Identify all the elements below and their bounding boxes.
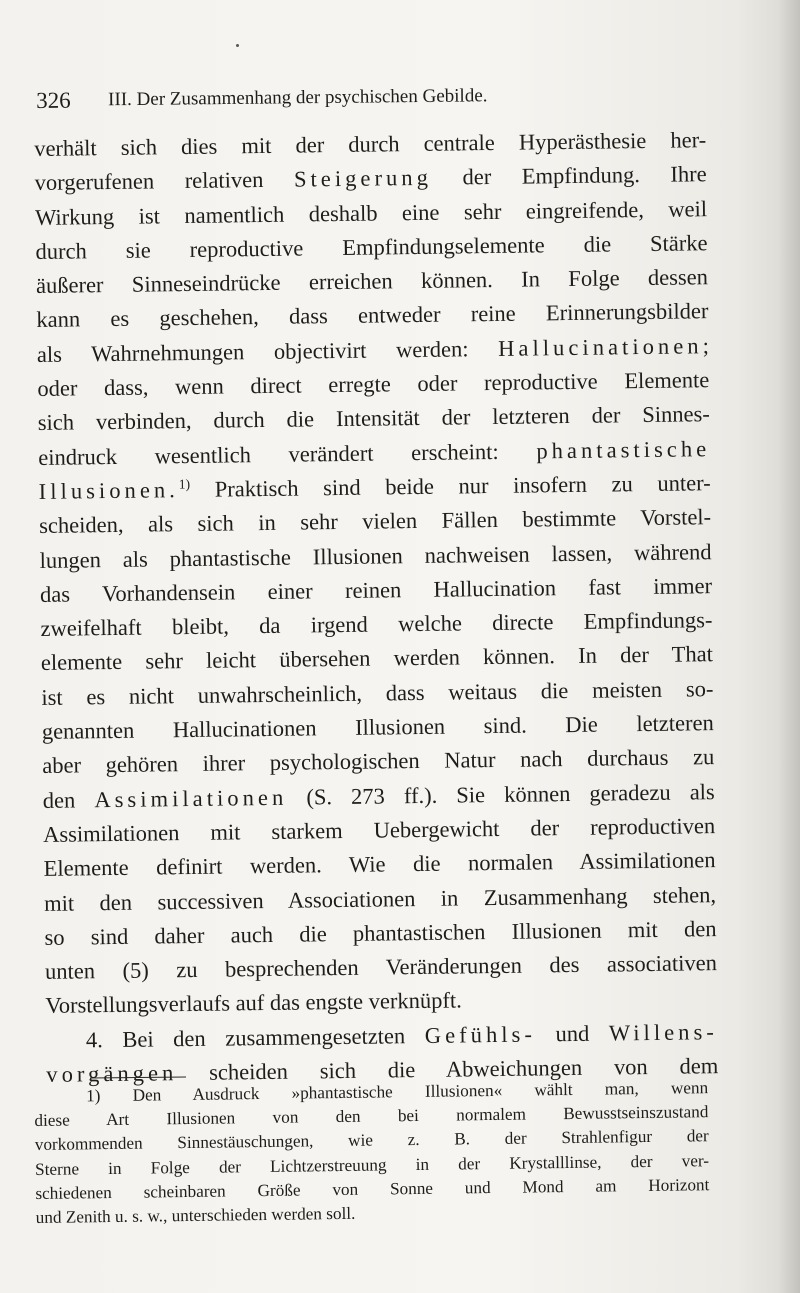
- page-edge-shadow: [778, 0, 800, 1293]
- emphasis-text: vorgängen: [46, 1060, 178, 1087]
- text-line: Assimilationen mit starkem Uebergewicht der reproductiven: [43, 813, 716, 847]
- text-line: Elemente definirt werden. Wie die normalen Assimilationen: [43, 847, 716, 882]
- emphasis-text: Willens-: [608, 1018, 719, 1046]
- text-line: 4. Bei den zusammengesetzten Gefühls- und Willens-: [85, 1018, 719, 1053]
- text-line: Vorstellungsverlaufs auf das engste verknüpft.: [45, 987, 462, 1019]
- text-line: lungen als phantastische Illusionen nachweisen lassen, während: [39, 538, 712, 573]
- emphasis-text: Assimilationen: [94, 784, 288, 812]
- text-line: eindruck wesentlich verändert erscheint: phantastische: [38, 435, 711, 470]
- page-header: [36, 81, 736, 118]
- text-line: äußerer Sinneseindrücke erreichen können. In Folge dessen: [35, 264, 709, 299]
- footnote-line: schiedenen scheinbaren Größe von Sonne und Mond am Horizont: [35, 1174, 710, 1203]
- footnote-line: diese Art Illusionen von den bei normalem Bewusstseinszustand: [34, 1102, 709, 1131]
- footnote-line: Sterne in Folge der Lichtzerstreuung in der Krystalllinse, der ver-: [34, 1150, 710, 1179]
- text-line: mit den successiven Associationen in Zusammenhang stehen,: [43, 881, 717, 916]
- footnote-marker: 1): [178, 476, 191, 492]
- running-title: III. Der Zusammenhang der psychischen Gebilde.: [108, 85, 488, 111]
- text-line: unten (5) zu besprechenden Veränderungen des associativen: [44, 950, 718, 985]
- text-line: sich verbinden, durch die Intensität der letzteren der Sinnes-: [37, 401, 710, 436]
- text-line: ist es nicht unwahrscheinlich, dass weitaus die meisten so-: [41, 675, 714, 710]
- text-line: durch sie reproductive Empfindungselemente die Stärke: [35, 230, 708, 264]
- text-line: zweifelhaft bleibt, da irgend welche directe Empfindungs-: [40, 607, 713, 642]
- footnote: [34, 1076, 710, 1230]
- body-text: [34, 123, 719, 1092]
- emphasis-text: Steigerung: [293, 165, 433, 192]
- text-line: verhält sich dies mit der durch centrale Hyperästhesie her-: [34, 127, 707, 161]
- text-line: als Wahrnehmungen objectivirt werden: Hallucinationen;: [36, 332, 710, 367]
- emphasis-text: Hallucinationen: [497, 333, 703, 361]
- text-line: vorgerufenen relativen Steigerung der Empfindung. Ihre: [34, 161, 707, 196]
- page-number: 326: [36, 87, 71, 113]
- text-line: das Vorhandensein einer reinen Hallucination fast immer: [39, 573, 713, 607]
- text-line: scheiden, als sich in sehr vielen Fällen bestimmte Vorstel-: [38, 504, 712, 539]
- text-line: oder dass, wenn direct erregte oder reproductive Elemente: [37, 367, 710, 402]
- emphasis-text: Illusionen.: [38, 477, 180, 504]
- text-line: aber gehören ihrer psychologischen Natur nach durchaus zu: [42, 744, 715, 779]
- text-line: Wirkung ist namentlich deshalb eine sehr eingreifende, weil: [34, 195, 708, 230]
- footnote-line: und Zenith u. s. w., unterschieden werden soll.: [35, 1203, 356, 1227]
- footnote-line: 1) Den Ausdruck »phantastische Illusionen« wählt man, wenn: [86, 1078, 709, 1106]
- text-line: elemente sehr leicht übersehen werden können. In der That: [40, 641, 714, 676]
- print-speck: [236, 44, 239, 47]
- emphasis-text: Gefühls-: [424, 1021, 537, 1048]
- text-line: vorgängen scheiden sich die Abweichungen von dem: [46, 1053, 719, 1087]
- text-line: genannten Hallucinationen Illusionen sind. Die letzteren: [41, 710, 714, 744]
- emphasis-text: phantastische: [536, 435, 711, 464]
- footnote-line: vorkommenden Sinnestäuschungen, wie z. B. der Strahlenfigur der: [34, 1126, 709, 1155]
- text-line: den Assimilationen (S. 273 ff.). Sie können geradezu als: [42, 778, 715, 813]
- text-line: so sind daher auch die phantastischen Illusionen mit den: [44, 915, 717, 950]
- text-line: Illusionen.$^{1)}$ Praktisch sind beide nur insofern zu unter-: [38, 470, 711, 504]
- text-line: kann es geschehen, dass entweder reine Erinnerungsbilder: [36, 298, 709, 333]
